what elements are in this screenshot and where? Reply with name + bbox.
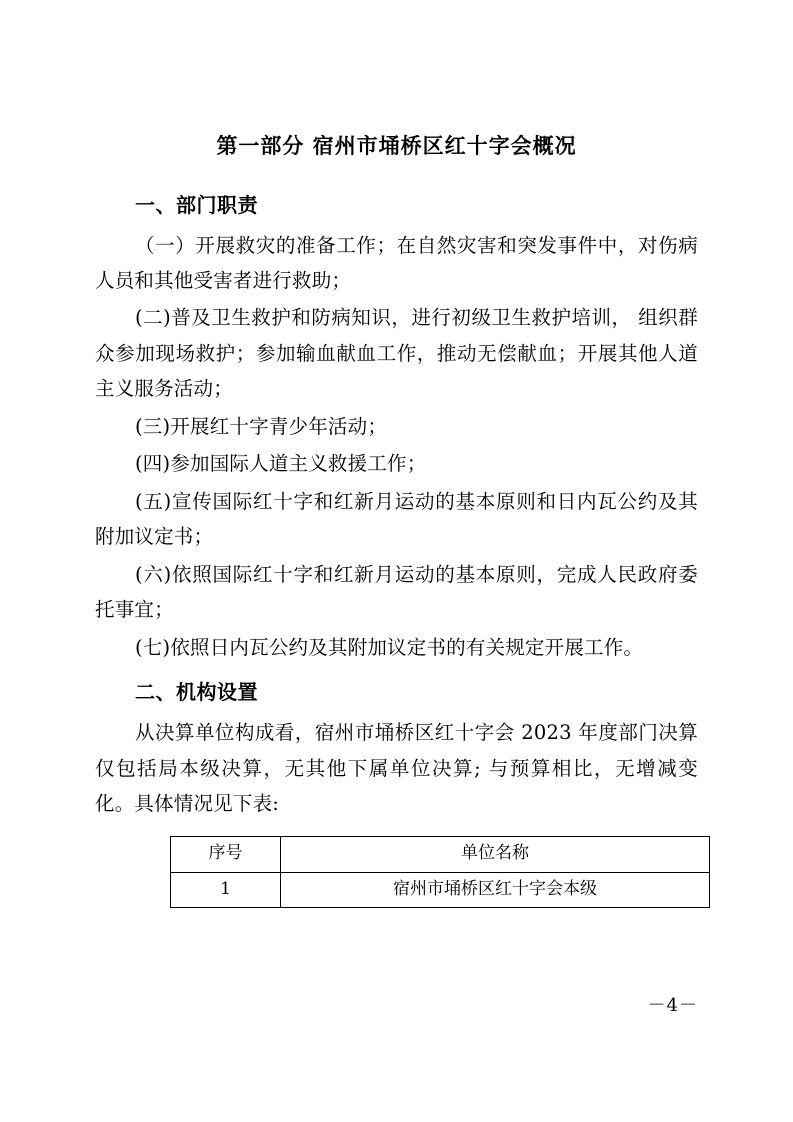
duties-item-7: (七)依照日内瓦公约及其附加议定书的有关规定开展工作。: [135, 635, 644, 659]
duties-item-1: （一）开展救灾的准备工作；在自然灾害和突发事件中，对伤病人员和其他受害者进行救助；: [95, 233, 698, 292]
table-header-no: 序号: [171, 836, 281, 872]
table-row: [171, 872, 710, 908]
table-header-row: [171, 836, 710, 872]
page-number: －4－: [647, 995, 698, 1016]
duties-item-6: (六)依照国际红十字和红新月运动的基本原则，完成人民政府委托事宜；: [95, 562, 698, 622]
duties-item-5: (五)宣传国际红十字和红新月运动的基本原则和日内瓦公约及其附加议定书；: [95, 489, 698, 549]
table-cell-no: 1: [171, 872, 281, 908]
organization-paragraph: 从决算单位构成看，宿州市埇桥区红十字会 2023 年度部门决算仅包括局本级决算，无其他下属单位决算; 与预算相比，无增减变化。具体情况见下表:: [95, 721, 698, 816]
duties-item-3: (三)开展红十字青少年活动；: [135, 414, 388, 438]
page-title: 第一部分 宿州市埇桥区红十字会概况: [216, 133, 577, 158]
duties-item-4: (四)参加国际人道主义救援工作；: [135, 452, 427, 476]
section-spacer: [95, 667, 698, 675]
section-heading-organization: 二、机构设置: [135, 680, 258, 705]
table-header-unit-name: 单位名称: [281, 836, 710, 872]
unit-table: [170, 836, 710, 909]
section-heading-duties: 一、部门职责: [135, 192, 258, 217]
duties-item-2: (二)普及卫生救护和防病知识，进行初级卫生救护培训， 组织群众参加现场救护；参加输血献血工作，推动无偿献血；开展其他人道主义服务活动；: [95, 306, 698, 401]
table-cell-unit-name: 宿州市埇桥区红十字会本级: [281, 872, 710, 908]
